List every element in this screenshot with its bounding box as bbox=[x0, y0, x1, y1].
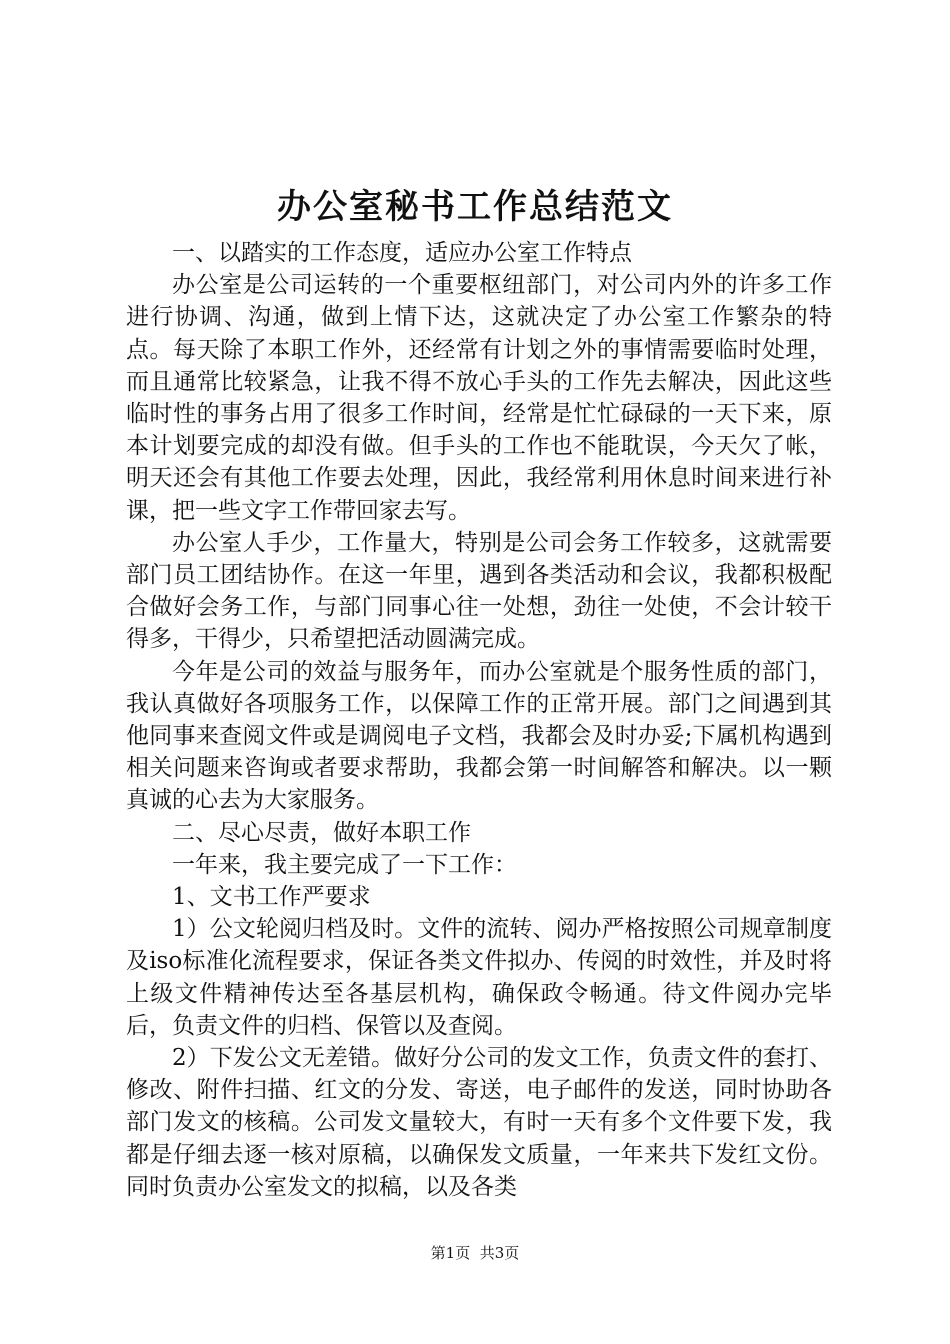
page-footer bbox=[0, 1243, 950, 1263]
paragraph: 1）公文轮阅归档及时。文件的流转、阅办严格按照公司规章制度及iso标准化流程要求，保证各类文件拟办、传阅的时效性，并及时将上级文件精神传达至各基层机构，确保政令畅通。待文件阅办完毕后，负责文件的归档、保管以及查阅。 bbox=[126, 916, 832, 1039]
paragraph: 今年是公司的效益与服务年，而办公室就是个服务性质的部门，我认真做好各项服务工作，以保障工作的正常开展。部门之间遇到其他同事来查阅文件或是调阅电子文档，我都会及时办妥;下属机构遇到相关问题来咨询或者要求帮助，我都会第一时间解答和解决。以一颗真诚的心去为大家服务。 bbox=[126, 658, 832, 814]
section-heading: 二、尽心尽责，做好本职工作 bbox=[172, 819, 471, 846]
paragraph: 一年来，我主要完成了一下工作： bbox=[172, 851, 517, 878]
paragraph: 办公室是公司运转的一个重要枢纽部门，对公司内外的许多工作进行协调、沟通，做到上情下达，这就决定了办公室工作繁杂的特点。每天除了本职工作外，还经常有计划之外的事情需要临时处理，而且通常比较紧急，让我不得不放心手头的工作先去解决，因此这些临时性的事务占用了很多工作时间，经常是忙忙碌碌的一天下来，原本计划要完成的却没有做。但手头的工作也不能耽误，今天欠了帐，明天还会有其他工作要去处理，因此，我经常利用休息时间来进行补课，把一些文字工作带回家去写。 bbox=[126, 272, 832, 524]
paragraph: 2）下发公文无差错。做好分公司的发文工作，负责文件的套打、修改、附件扫描、红文的分发、寄送，电子邮件的发送，同时协助各部门发文的核稿。公司发文量较大，有时一天有多个文件要下发，我都是仔细去逐一核对原稿，以确保发文质量，一年来共下发红文份。同时负责办公室发文的拟稿，以及各类 bbox=[126, 1045, 832, 1200]
subsection-heading: 1、文书工作严要求 bbox=[172, 884, 371, 911]
paragraph: 办公室人手少，工作量大，特别是公司会务工作较多，这就需要部门员工团结协作。在这一年里，遇到各类活动和会议，我都积极配合做好会务工作，与部门同事心往一处想，劲往一处使，不会计较干得多，干得少，只希望把活动圆满完成。 bbox=[126, 529, 832, 653]
page-number-total: 共3页 bbox=[479, 1244, 520, 1262]
document-body bbox=[126, 237, 832, 1203]
page-number-current: 第1页 bbox=[430, 1244, 471, 1262]
document-title: 办公室秘书工作总结范文 bbox=[277, 187, 673, 227]
section-heading: 一、以踏实的工作态度，适应办公室工作特点 bbox=[172, 240, 632, 266]
